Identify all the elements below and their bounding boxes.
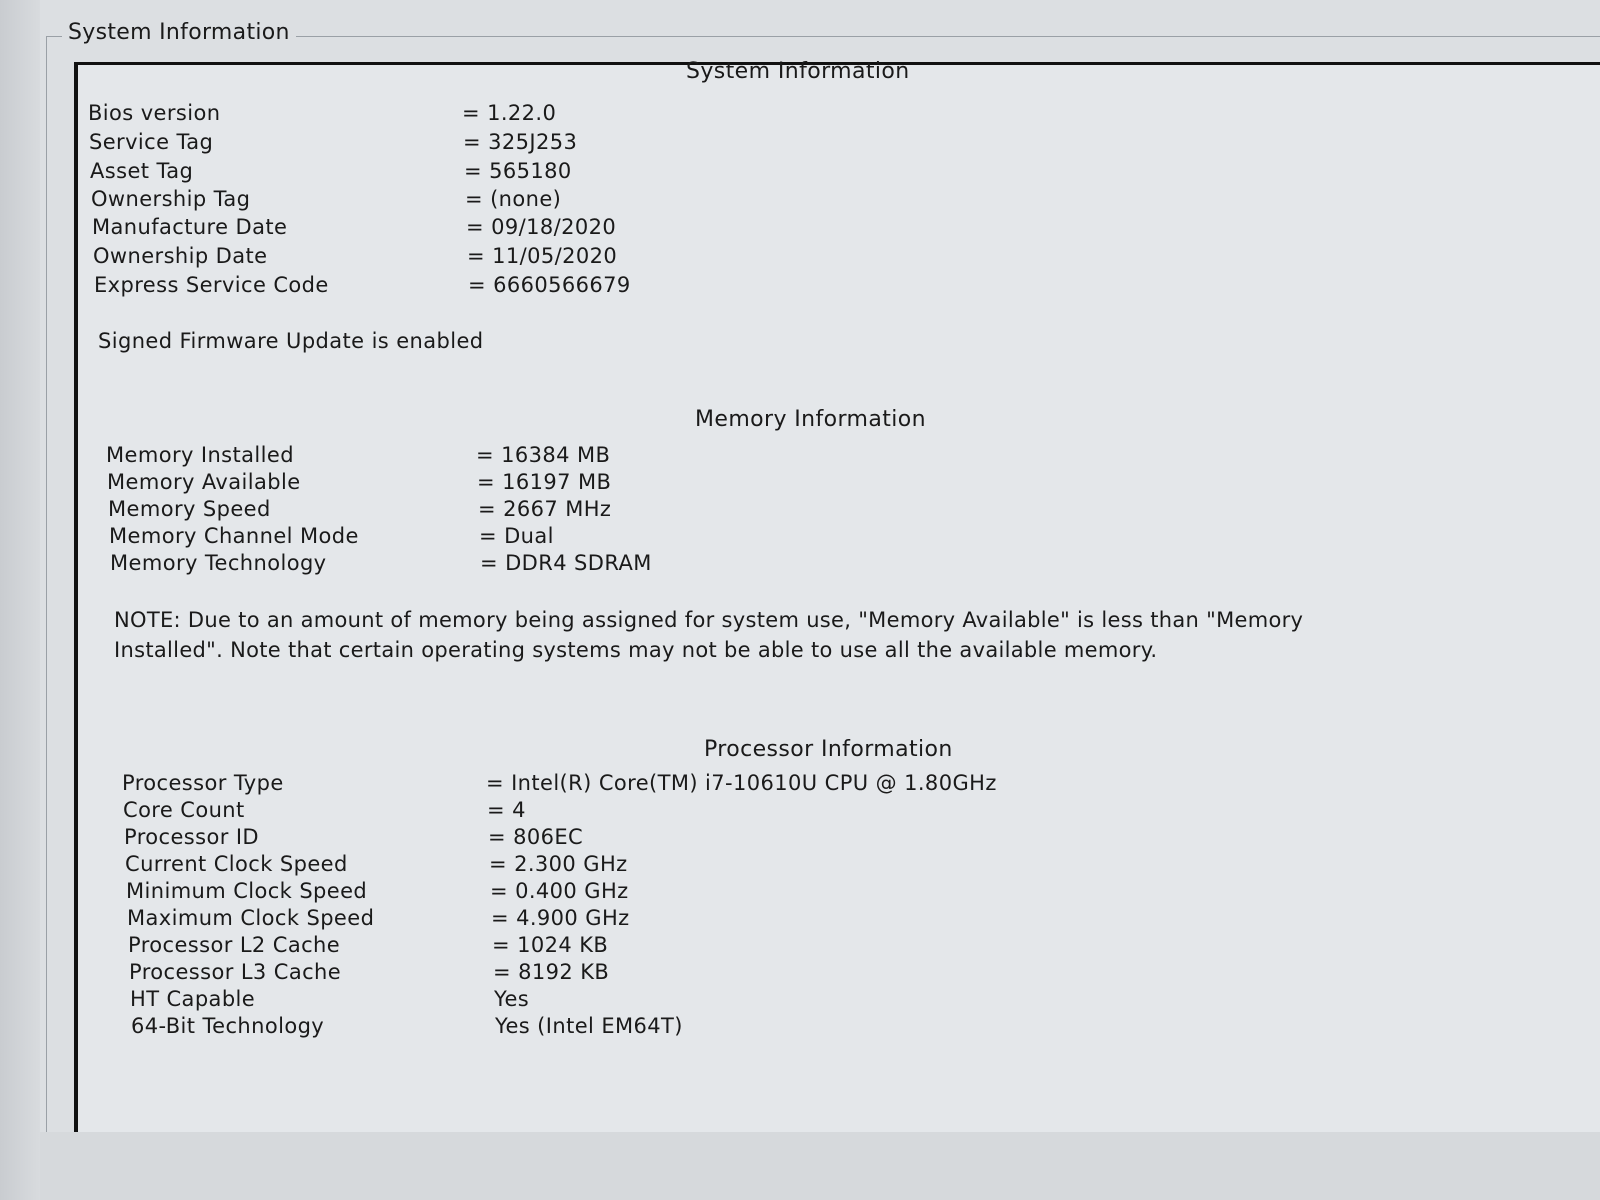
row-label: Core Count <box>123 798 245 822</box>
row-value: = Intel(R) Core(TM) i7-10610U CPU @ 1.80GHz <box>486 771 997 795</box>
row-value: = 325J253 <box>463 130 578 154</box>
row-label: Bios version <box>88 101 221 125</box>
memory-section-header: Memory Information <box>695 407 927 432</box>
row-value: = DDR4 SDRAM <box>480 551 652 575</box>
row-label: Asset Tag <box>90 159 194 183</box>
row-label: HT Capable <box>130 987 256 1011</box>
row-value: = 0.400 GHz <box>490 879 629 903</box>
row-label: Memory Technology <box>110 551 327 575</box>
row-label: Memory Speed <box>108 497 271 521</box>
row-label: Processor ID <box>124 825 259 849</box>
row-label: Maximum Clock Speed <box>127 906 375 930</box>
row-value: = 2.300 GHz <box>489 852 628 876</box>
row-value: = 16197 MB <box>477 470 612 494</box>
row-value: = 565180 <box>464 159 572 183</box>
system-section-header: System Information <box>686 59 910 84</box>
row-label: Ownership Date <box>93 244 268 268</box>
row-value: = 4 <box>487 798 526 822</box>
row-value: = 11/05/2020 <box>467 244 618 268</box>
screen-edge <box>0 0 40 1200</box>
row-label: Memory Installed <box>106 443 294 467</box>
row-label: Ownership Tag <box>91 187 251 211</box>
row-label: Minimum Clock Speed <box>126 879 368 903</box>
row-value: = 2667 MHz <box>478 497 612 521</box>
row-value: = (none) <box>465 187 562 211</box>
row-value: Yes (Intel EM64T) <box>495 1014 683 1038</box>
row-value: = 806EC <box>488 825 584 849</box>
processor-section-header: Processor Information <box>704 737 953 762</box>
row-label: Express Service Code <box>94 273 329 297</box>
row-label: 64-Bit Technology <box>131 1014 325 1038</box>
row-label: Processor L2 Cache <box>128 933 341 957</box>
row-label: Current Clock Speed <box>125 852 348 876</box>
row-label: Processor L3 Cache <box>129 960 342 984</box>
row-value: = Dual <box>479 524 554 548</box>
system-info-panel[interactable] <box>74 59 1600 1137</box>
firmware-update-status: Signed Firmware Update is enabled <box>98 329 484 353</box>
row-label: Processor Type <box>122 771 284 795</box>
row-value: = 09/18/2020 <box>466 215 617 239</box>
memory-note: NOTE: Due to an amount of memory being assigned for system use, "Memory Available" is less than "Memory Installed". Note that certain operating systems may not be able to use all the available memory. <box>114 608 1304 662</box>
row-value: = 4.900 GHz <box>491 906 630 930</box>
row-value: = 1024 KB <box>492 933 609 957</box>
row-label: Manufacture Date <box>92 215 288 239</box>
row-label: Service Tag <box>89 130 214 154</box>
row-value: = 1.22.0 <box>462 101 557 125</box>
row-value: = 16384 MB <box>476 443 611 467</box>
row-value: = 6660566679 <box>468 273 631 297</box>
bottom-area <box>40 1132 1600 1200</box>
row-value: = 8192 KB <box>493 960 610 984</box>
group-title: System Information <box>62 20 296 45</box>
row-value: Yes <box>494 987 530 1011</box>
row-label: Memory Channel Mode <box>109 524 359 548</box>
row-label: Memory Available <box>107 470 301 494</box>
